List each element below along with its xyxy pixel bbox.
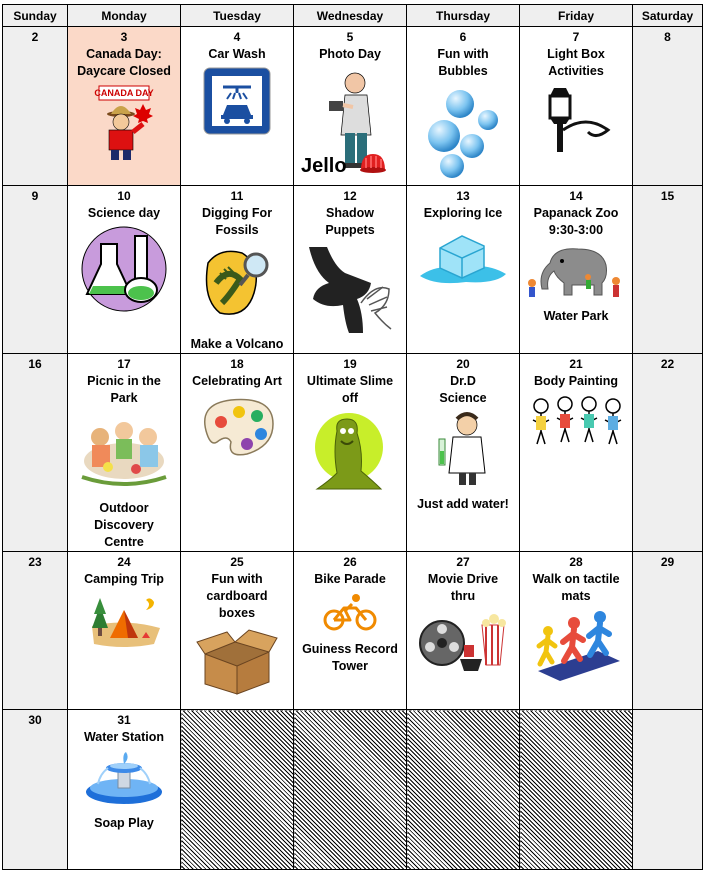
day-cell-friday	[520, 552, 633, 710]
header-saturday: Saturday	[633, 5, 703, 27]
header-tuesday: Tuesday	[181, 5, 294, 27]
event-title: Science day	[87, 206, 161, 220]
day-cell-thursday	[407, 354, 520, 552]
event-note: Guiness Record Tower	[302, 642, 398, 673]
day-number: 18	[230, 357, 244, 371]
empty-day-cell	[181, 710, 294, 870]
header-friday: Friday	[520, 5, 633, 27]
day-cell-sunday	[3, 354, 68, 552]
day-number: 16	[28, 357, 42, 371]
paint-palette-icon	[181, 394, 293, 463]
empty-day-cell	[407, 710, 520, 870]
event-note: Jello	[301, 155, 347, 177]
car-wash-sign-icon	[181, 67, 293, 140]
event-title: Digging For Fossils	[201, 206, 273, 237]
fountain-icon	[68, 750, 180, 811]
jello-icon	[358, 150, 388, 179]
day-number: 31	[117, 713, 131, 727]
header-wednesday: Wednesday	[294, 5, 407, 27]
event-title: Car Wash	[208, 47, 266, 61]
event-note: Outdoor Discovery Centre	[94, 501, 154, 549]
week-row	[3, 186, 703, 354]
week-row	[3, 552, 703, 710]
film-reel-popcorn-icon	[407, 609, 519, 678]
day-cell-wednesday	[294, 552, 407, 710]
weekday-header-row	[3, 5, 703, 27]
day-number: 21	[569, 357, 583, 371]
event-title: Canada Day: Daycare Closed	[77, 47, 171, 78]
event-title: Movie Drive thru	[427, 572, 499, 603]
day-cell-thursday	[407, 27, 520, 186]
day-number: 25	[230, 555, 244, 569]
elephant-kids-icon	[520, 243, 632, 304]
day-cell-friday	[520, 186, 633, 354]
day-number: 3	[120, 30, 128, 44]
day-number: 20	[456, 357, 470, 371]
day-number: 4	[233, 30, 241, 44]
day-number: 8	[664, 30, 671, 44]
day-cell-tuesday	[181, 27, 294, 186]
event-title: Photo Day	[319, 47, 381, 61]
event-note: Water Park	[543, 309, 609, 323]
week-row	[3, 27, 703, 186]
day-cell-saturday	[633, 27, 703, 186]
shadow-puppet-icon	[294, 243, 406, 340]
event-title: Dr.D Science	[439, 374, 487, 405]
event-title: Body Painting	[533, 374, 619, 388]
day-number: 11	[230, 189, 244, 203]
cardboard-box-icon	[181, 626, 293, 701]
day-cell-monday	[68, 710, 181, 870]
day-cell-tuesday	[181, 186, 294, 354]
scientist-icon	[407, 411, 519, 492]
day-number: 9	[31, 189, 39, 203]
day-cell-friday	[520, 27, 633, 186]
monthly-calendar	[2, 4, 703, 870]
day-cell-monday	[68, 354, 181, 552]
day-cell-wednesday	[294, 354, 407, 552]
day-cell-sunday	[3, 710, 68, 870]
slime-monster-icon	[294, 411, 406, 500]
day-number: 23	[28, 555, 42, 569]
empty-day-cell	[520, 710, 633, 870]
event-title: Picnic in the Park	[87, 374, 161, 405]
week-row	[3, 710, 703, 870]
day-cell-saturday	[633, 710, 703, 870]
day-cell-monday	[68, 186, 181, 354]
melting-ice-icon	[407, 226, 519, 291]
event-title: Fun with cardboard boxes	[206, 572, 268, 620]
day-cell-saturday	[633, 354, 703, 552]
event-title: Camping Trip	[84, 572, 164, 586]
tent-campfire-icon	[68, 592, 180, 661]
day-cell-tuesday	[181, 354, 294, 552]
day-number: 22	[660, 357, 675, 371]
day-number: 29	[660, 555, 675, 569]
canada-day-mountie-icon	[68, 84, 180, 169]
event-title: Exploring Ice	[423, 206, 503, 220]
day-number: 6	[459, 30, 467, 44]
day-cell-monday	[68, 552, 181, 710]
day-number: 12	[343, 189, 357, 203]
day-number: 27	[456, 555, 470, 569]
day-cell-sunday	[3, 27, 68, 186]
event-title: Bike Parade	[314, 572, 386, 586]
header-sunday: Sunday	[3, 5, 68, 27]
day-number: 17	[117, 357, 131, 371]
day-cell-thursday	[407, 552, 520, 710]
day-cell-sunday	[3, 186, 68, 354]
day-number: 7	[572, 30, 580, 44]
picnic-icon	[68, 411, 180, 496]
week-row	[3, 354, 703, 552]
day-cell-tuesday	[181, 552, 294, 710]
event-note: Soap Play	[94, 816, 154, 830]
day-number: 19	[343, 357, 357, 371]
event-title: Water Station	[83, 730, 165, 744]
event-title: Shadow Puppets	[325, 206, 375, 237]
walking-figures-icon	[520, 609, 632, 686]
day-cell-thursday	[407, 186, 520, 354]
day-cell-wednesday	[294, 27, 407, 186]
stick-kids-icon	[520, 394, 632, 457]
header-monday: Monday	[68, 5, 181, 27]
event-note: Just add water!	[417, 497, 509, 511]
day-cell-sunday	[3, 552, 68, 710]
day-number: 30	[28, 713, 42, 727]
day-number: 15	[660, 189, 675, 203]
lab-flasks-icon	[68, 226, 180, 317]
day-cell-wednesday	[294, 186, 407, 354]
event-title: Walk on tactile mats	[532, 572, 620, 603]
event-note: Make a Volcano	[190, 337, 284, 351]
fossil-magnifier-icon	[181, 243, 293, 332]
day-number: 13	[456, 189, 470, 203]
event-title: Fun with Bubbles	[437, 47, 489, 78]
day-cell-saturday	[633, 552, 703, 710]
day-number: 26	[343, 555, 357, 569]
day-number: 10	[117, 189, 131, 203]
day-number: 28	[569, 555, 583, 569]
header-thursday: Thursday	[407, 5, 520, 27]
bubbles-icon	[407, 84, 519, 185]
day-cell-friday	[520, 354, 633, 552]
day-number: 24	[117, 555, 131, 569]
day-cell-monday	[68, 27, 181, 186]
day-number: 14	[569, 189, 583, 203]
event-title: Papanack Zoo 9:30-3:00	[533, 206, 619, 237]
event-title: Light Box Activities	[547, 47, 605, 78]
event-title: Celebrating Art	[192, 374, 282, 388]
event-title: Ultimate Slime off	[306, 374, 394, 405]
empty-day-cell	[294, 710, 407, 870]
canada-day-logo-text: CANADA DAY	[94, 88, 154, 98]
day-number: 2	[31, 30, 39, 44]
cyclist-icon	[294, 592, 406, 637]
day-cell-saturday	[633, 186, 703, 354]
lamp-post-icon	[520, 84, 632, 159]
day-number: 5	[346, 30, 354, 44]
